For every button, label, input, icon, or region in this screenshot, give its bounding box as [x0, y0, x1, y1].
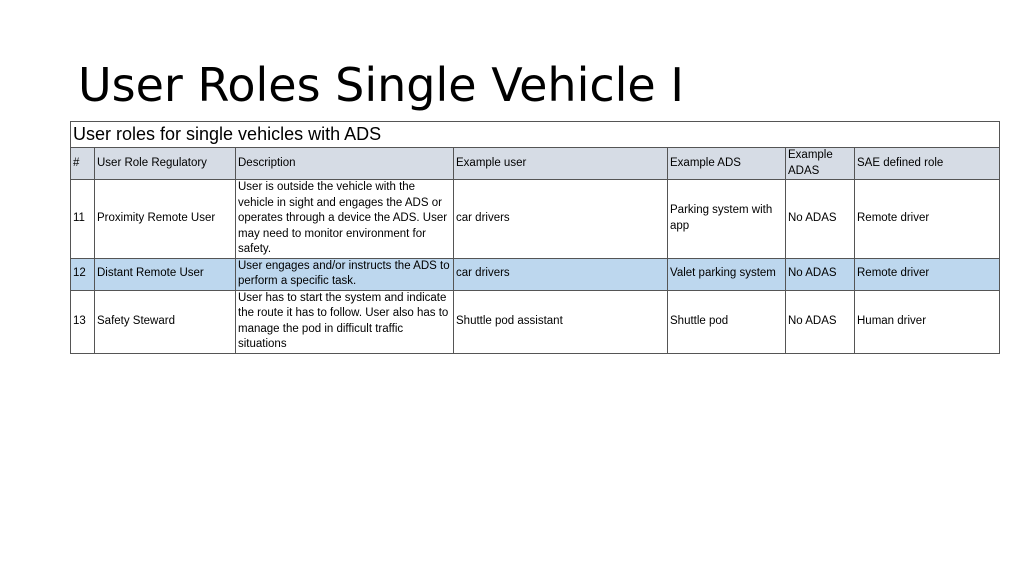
table-header-row	[71, 148, 1000, 180]
table-row	[71, 180, 1000, 259]
table-caption-row	[71, 122, 1000, 148]
row-sae-role: Remote driver	[855, 180, 1000, 259]
row-role: Proximity Remote User	[95, 180, 236, 259]
row-example-ads: Parking system with app	[668, 180, 786, 259]
row-example-user: car drivers	[454, 258, 668, 290]
row-role: Distant Remote User	[95, 258, 236, 290]
column-header-role: User Role Regulatory	[95, 148, 236, 180]
column-header-example-user: Example user	[454, 148, 668, 180]
table-row	[71, 290, 1000, 353]
row-example-adas: No ADAS	[786, 180, 855, 259]
row-num: 12	[71, 258, 95, 290]
user-roles-table	[70, 121, 1000, 354]
column-header-sae-role: SAE defined role	[855, 148, 1000, 180]
row-example-ads: Shuttle pod	[668, 290, 786, 353]
row-num: 13	[71, 290, 95, 353]
row-example-adas: No ADAS	[786, 258, 855, 290]
row-sae-role: Remote driver	[855, 258, 1000, 290]
slide-title: User Roles Single Vehicle I	[78, 58, 684, 112]
column-header-example-adas: Example ADAS	[786, 148, 855, 180]
table-row	[71, 258, 1000, 290]
row-sae-role: Human driver	[855, 290, 1000, 353]
column-header-num: #	[71, 148, 95, 180]
row-role: Safety Steward	[95, 290, 236, 353]
row-example-adas: No ADAS	[786, 290, 855, 353]
row-description: User engages and/or instructs the ADS to perform a specific task.	[236, 258, 454, 290]
row-example-user: Shuttle pod assistant	[454, 290, 668, 353]
row-example-user: car drivers	[454, 180, 668, 259]
row-description: User has to start the system and indicate the route it has to follow. User also has to manage the pod in difficult traffic situations	[236, 290, 454, 353]
row-num: 11	[71, 180, 95, 259]
table-caption: User roles for single vehicles with ADS	[71, 122, 1000, 148]
column-header-example-ads: Example ADS	[668, 148, 786, 180]
row-example-ads: Valet parking system	[668, 258, 786, 290]
column-header-description: Description	[236, 148, 454, 180]
row-description: User is outside the vehicle with the vehicle in sight and engages the ADS or operates through a device the ADS. User may need to monitor environment for safety.	[236, 180, 454, 259]
